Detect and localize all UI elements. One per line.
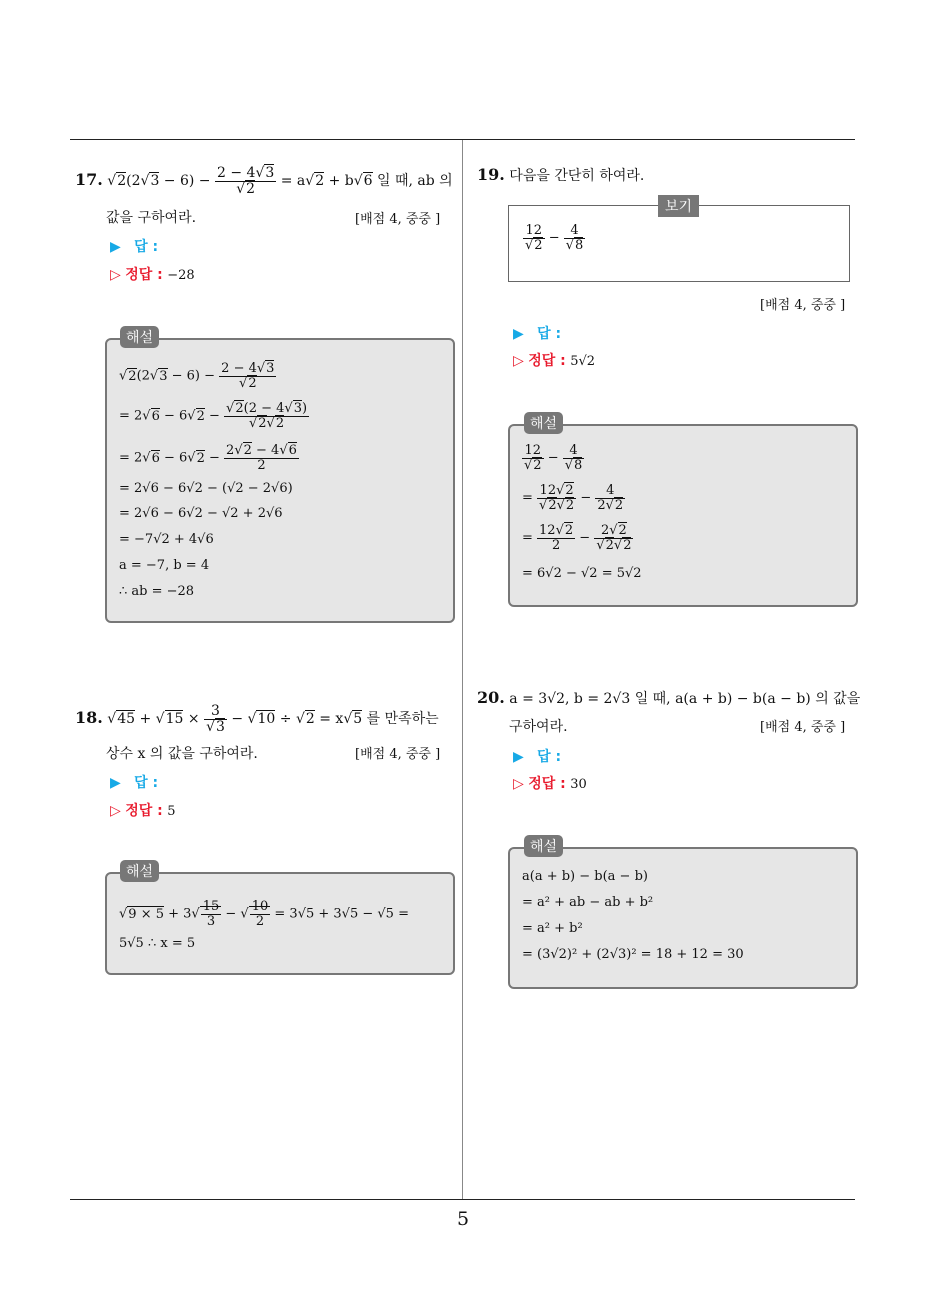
q19-sol-1: $\frac{12}{√2}$ − $\frac{4}{√8}$ xyxy=(524,443,583,473)
q18-line2: 상수 x 의 값을 구하여라. xyxy=(106,746,258,762)
q20-sol-4: = (3√2)² + (2√3)² = 18 + 12 = 30 xyxy=(522,947,744,962)
q17-number: 17. xyxy=(75,170,103,190)
q17-explain-tag: 해설 xyxy=(120,326,159,348)
q19-sol-4: = 6√2 − √2 = 5√2 xyxy=(522,566,642,581)
q19-points: [배점 4, 중중 ] xyxy=(760,298,846,313)
q18-answer-label: 답 : xyxy=(134,775,159,791)
column-divider xyxy=(462,140,463,1200)
q18-correct-row xyxy=(110,800,176,820)
q19-correct-label: 정답 : xyxy=(528,353,566,369)
q20-correct-label: 정답 : xyxy=(528,776,566,792)
q18-sol-tail: = 3√5 + 3√5 − √5 = xyxy=(274,906,409,922)
q19-sol-2: = $\frac{12√2}{√2√2}$ − $\frac{4}{2√2}$ xyxy=(522,483,624,513)
q17-sol-6: = −7√2 + 4√6 xyxy=(119,532,214,547)
q20-sol-3: = a² + b² xyxy=(522,921,583,936)
play-icon: ▶ xyxy=(513,749,524,765)
q17-correct-label: 정답 : xyxy=(125,267,163,283)
q19-explain-tag: 해설 xyxy=(524,412,563,434)
q17-sol-5: = 2√6 − 6√2 − √2 + 2√6 xyxy=(119,506,283,521)
q17-sol-2: = 2√6 − 6√2 − $\frac{√2(2 - 4√3)}{√2√2}$ xyxy=(119,401,308,431)
q19-sol-3: = $\frac{12√2}{2}$ − $\frac{2√2}{√2√2}$ xyxy=(522,523,632,553)
q19-example-tag: 보기 xyxy=(658,195,699,217)
q17-sol-7: a = −7, b = 4 xyxy=(119,558,210,573)
q20-answer-label: 답 : xyxy=(537,749,562,765)
q17-correct-row xyxy=(110,264,195,284)
q19-correct-row xyxy=(513,350,595,370)
triangle-outline-icon: ▷ xyxy=(513,776,524,792)
q20-correct-row xyxy=(513,773,587,793)
q19-correct-answer: 5√2 xyxy=(570,354,596,369)
q17-sol-8: ∴ ab = −28 xyxy=(119,584,195,599)
page-number: 5 xyxy=(456,1208,470,1230)
q19-text: 다음을 간단히 하여라. xyxy=(509,168,645,184)
q20-sol-1: a(a + b) − b(a − b) xyxy=(522,869,648,884)
q18-sol-2: 5√5 ∴ x = 5 xyxy=(119,936,196,951)
q18-line1-tail: 를 만족하는 xyxy=(366,711,439,728)
q20-line2: 구하여라. xyxy=(509,719,568,735)
q17-explanation-box xyxy=(105,338,455,623)
q20-correct-answer: 30 xyxy=(570,777,587,792)
triangle-outline-icon: ▷ xyxy=(110,803,121,819)
q17-expression: √2(2√3 − 6) − $\frac{2 - 4√3}{√2}$ = a√2 + b√6 xyxy=(107,165,373,197)
q17-sol-1: √2(2√3 − 6) − $\frac{2 - 4√3}{√2}$ xyxy=(119,361,275,391)
bottom-rule xyxy=(70,1199,855,1200)
q19-explanation-box xyxy=(508,424,858,607)
q18-answer-row xyxy=(110,772,158,792)
q17-sol-4: = 2√6 − 6√2 − (√2 − 2√6) xyxy=(119,481,293,496)
q20-line1 xyxy=(477,688,860,708)
q18-line1 xyxy=(75,704,439,734)
q18-explain-tag: 해설 xyxy=(120,860,159,882)
q17-line1-tail: 일 때, ab 의 xyxy=(377,173,453,190)
triangle-outline-icon: ▷ xyxy=(110,267,121,283)
q20-number: 20. xyxy=(477,688,505,707)
q17-points: [배점 4, 중중 ] xyxy=(355,212,441,227)
q20-line1-text: a = 3√2, b = 2√3 일 때, a(a + b) − b(a − b) 의 값을 xyxy=(509,691,861,707)
q19-example-expression: $\frac{12}{√2}$ − $\frac{4}{√8}$ xyxy=(525,223,584,253)
q19-answer-row xyxy=(513,323,561,343)
q18-correct-answer: 5 xyxy=(167,804,176,819)
q19-number: 19. xyxy=(477,165,505,184)
q19-answer-label: 답 : xyxy=(537,326,562,342)
q20-answer-row xyxy=(513,746,561,766)
triangle-outline-icon: ▷ xyxy=(513,353,524,369)
play-icon: ▶ xyxy=(110,239,121,255)
q19-line1 xyxy=(477,165,644,185)
play-icon: ▶ xyxy=(513,326,524,342)
q20-explanation-box xyxy=(508,847,858,989)
q17-answer-row xyxy=(110,236,158,256)
q18-points: [배점 4, 중중 ] xyxy=(355,747,441,762)
q17-line2: 값을 구하여라. xyxy=(106,210,197,226)
q17-correct-answer: −28 xyxy=(167,268,195,283)
q18-expression: √45 + √15 × $\frac{3}{√3}$ − √10 ÷ √2 = x√5 xyxy=(107,703,363,735)
q18-explanation-box xyxy=(105,872,455,975)
q17-line1 xyxy=(75,166,453,196)
play-icon: ▶ xyxy=(110,775,121,791)
q18-sol-1: √9 × 5 + 3√ $\frac{15}{3}$ − √ $\frac{10}{2}$ = 3√5 + 3√5 − √5 = xyxy=(119,899,409,929)
q17-sol-3: = 2√6 − 6√2 − $\frac{2√2 - 4√6}{2}$ xyxy=(119,443,297,473)
q20-sol-2: = a² + ab − ab + b² xyxy=(522,895,654,910)
q18-correct-label: 정답 : xyxy=(125,803,163,819)
q20-explain-tag: 해설 xyxy=(524,835,563,857)
q20-points: [배점 4, 중중 ] xyxy=(760,720,846,735)
q17-answer-label: 답 : xyxy=(134,239,159,255)
q18-number: 18. xyxy=(75,708,103,728)
